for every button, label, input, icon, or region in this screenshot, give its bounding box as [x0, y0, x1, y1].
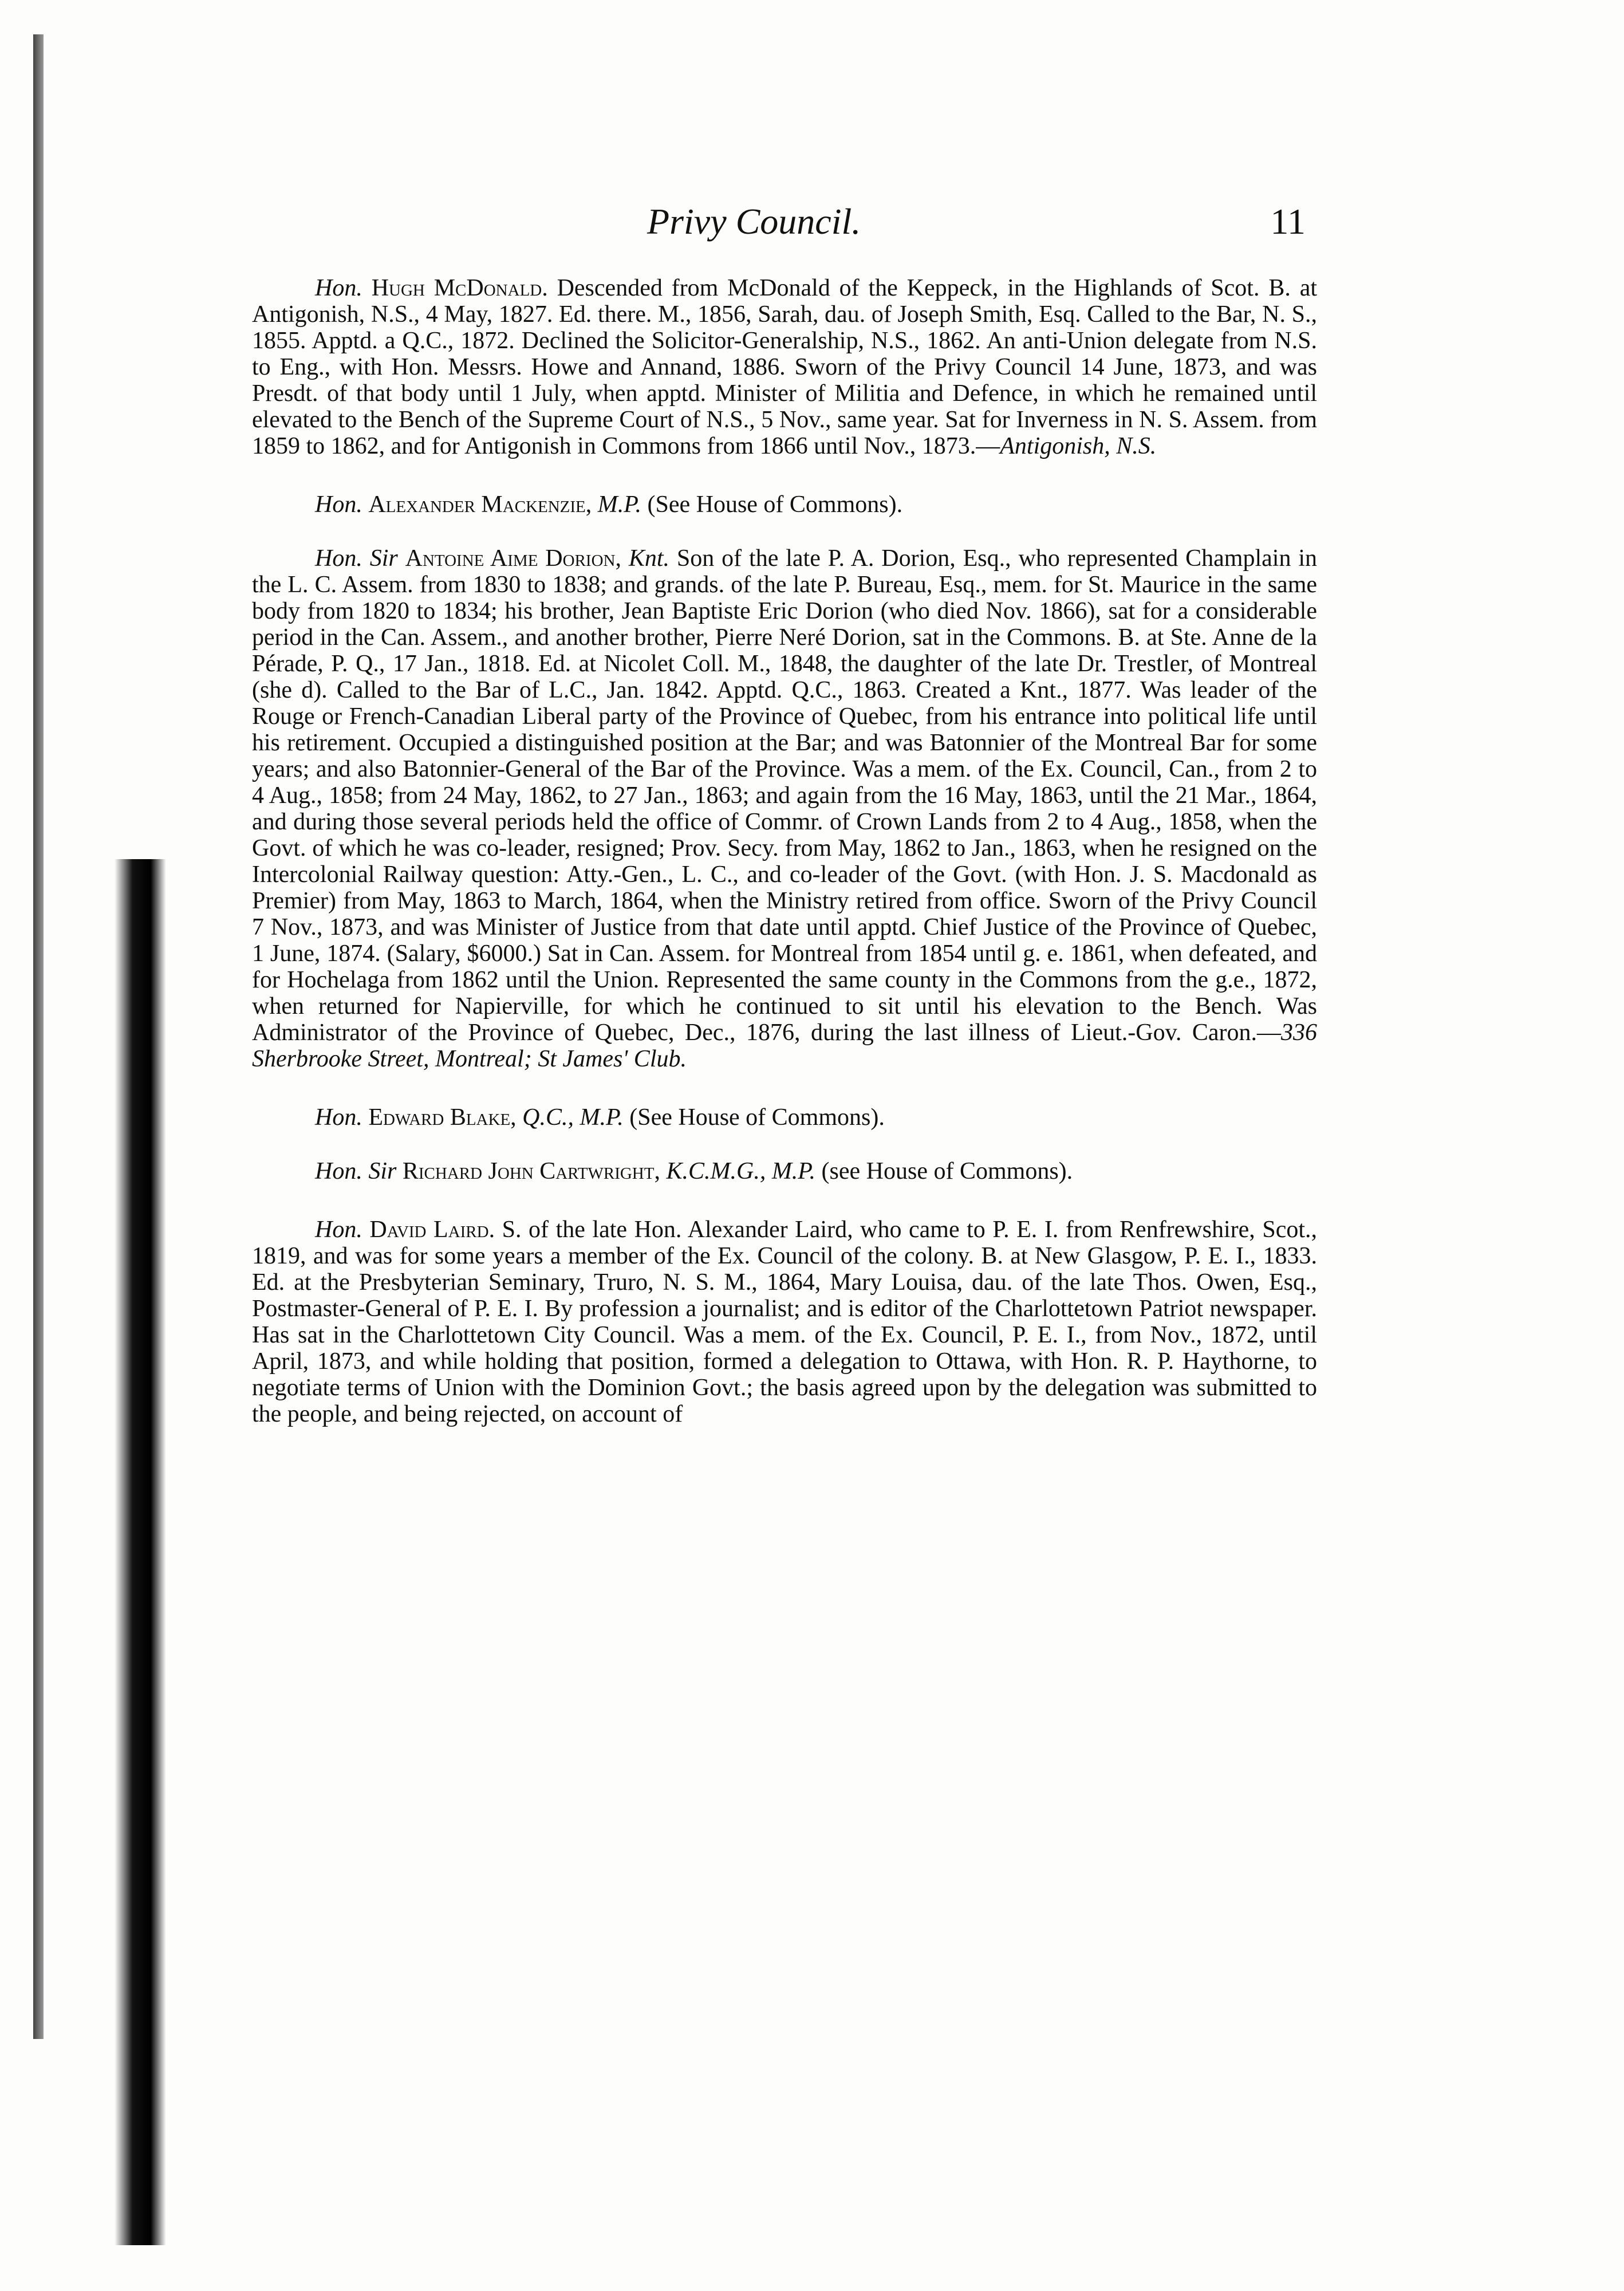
entry-honorific: Hon.	[315, 1158, 362, 1184]
entry-sir: Sir	[369, 545, 398, 572]
entry-david-laird	[252, 1217, 1317, 1427]
entry-honorific: Hon.	[315, 545, 362, 572]
entry-honorific: Hon.	[315, 491, 362, 518]
entry-honorific: Hon.	[315, 1104, 362, 1131]
entry-body: Son of the late P. A. Dorion, Esq., who represented Champlain in the L. C. Assem. from 1830 to 1838; and grands. of the late P. Bureau, Esq., mem. for St. Maurice in the same body from 1820 to 1834; his brother, Jean Baptiste Eric Dorion (who died Nov. 1866), sat for a considerable period in the Can. Assem., and another brother, Pierre Neré Dorion, sat in the Commons. B. at Ste. Anne de la Pérade, P. Q., 17 Jan., 1818. Ed. at Nicolet Coll. M., 1848, the daughter of the late Dr. Trestler, of Montreal (she d). Called to the Bar of L.C., Jan. 1842. Apptd. Q.C., 1863. Created a Knt., 1877. Was leader of the Rouge or French-Canadian Liberal party of the Province of Quebec, from his entrance into political life until his retirement. Occupied a distinguished position at the Bar; and was Batonnier of the Montreal Bar for some years; and also Batonnier-General of the Bar of the Province. Was a mem. of the Ex. Council, Can., from 2 to 4 Aug., 1858; from 24 May, 1862, to 27 Jan., 1863; and again from the 16 May, 1863, until the 21 Mar., 1864, and during those several periods held the office of Commr. of Crown Lands from 2 to 4 Aug., 1858, when the Govt. of which he was co-leader, resigned; Prov. Secy. from May, 1862 to Jan., 1863, when he resigned on the Intercolonial Railway question: Atty.-Gen., L. C., and co-leader of the Govt. (with Hon. J. S. Macdonald as Premier) from May, 1863 to March, 1864, when the Ministry retired from office. Sworn of the Privy Council 7 Nov., 1873, and was Minister of Justice from that date until apptd. Chief Justice of the Province of Quebec, 1 June, 1874. (Salary, $6000.) Sat in Can. Assem. for Montreal from 1854 until g. e. 1861, when defeated, and for Hochelaga from 1862 until the Union. Represented the same county in the Commons from the g.e., 1872, when returned for Napierville, for which he continued to sit until his elevation to the Bench. Was Administrator of the Province of Quebec, Dec., 1876, during the last illness of Lieut.-Gov. Caron.—	[252, 545, 1318, 1046]
entry-hugh-mcdonald	[252, 275, 1317, 459]
entry-edward-blake	[252, 1104, 1317, 1131]
entry-honorific: Hon.	[315, 275, 362, 301]
entry-honorific: Hon.	[315, 1217, 362, 1243]
entry-sir: Sir	[368, 1158, 397, 1184]
entry-name: Hugh McDonald.	[371, 275, 548, 301]
binding-shadow	[115, 859, 166, 2245]
page-header	[258, 200, 1306, 269]
entry-postnominal: Knt.	[628, 545, 670, 572]
entry-postnominal: M.P.	[597, 491, 641, 518]
entry-name: Edward Blake,	[368, 1104, 517, 1131]
entry-postnominal: K.C.M.G., M.P.	[666, 1158, 816, 1184]
page-number: 11	[1270, 201, 1306, 242]
binding-edge	[33, 34, 44, 2039]
entry-body: (See House of Commons).	[641, 491, 903, 518]
entry-name: David Laird.	[369, 1217, 495, 1243]
entry-body: (see House of Commons).	[815, 1158, 1073, 1184]
entry-alexander-mackenzie	[252, 491, 1317, 518]
entry-richard-john-cartwright	[252, 1158, 1317, 1184]
entry-name: Antoine Aime Dorion,	[405, 545, 621, 572]
entry-body: S. of the late Hon. Alexander Laird, who came to P. E. I. from Renfrewshire, Scot., 1819, and was for some years a member of the Ex. Council of the colony. B. at New Glasgow, P. E. I., 1833. Ed. at the Presbyterian Seminary, Truro, N. S. M., 1864, Mary Louisa, dau. of the late Thos. Owen, Esq., Postmaster-General of P. E. I. By profession a journalist; and is editor of the Charlottetown Patriot newspaper. Has sat in the Charlottetown City Council. Was a mem. of the Ex. Council, P. E. I., from Nov., 1872, until April, 1873, and while holding that position, formed a delegation to Ottawa, with Hon. R. P. Haythorne, to negotiate terms of Union with the Dominion Govt.; the basis agreed upon by the delegation was submitted to the people, and being rejected, on account of	[252, 1217, 1318, 1427]
page-body	[252, 275, 1317, 1427]
entry-body: (See House of Commons).	[623, 1104, 885, 1131]
entry-address: 336 Sherbrooke Street, Montreal; St James' Club.	[252, 1019, 1317, 1072]
entry-name: Alexander Mackenzie,	[368, 491, 592, 518]
entry-postnominal: Q.C., M.P.	[522, 1104, 624, 1131]
entry-name: Richard John Cartwright,	[402, 1158, 660, 1184]
running-head: Privy Council.	[647, 201, 861, 242]
entry-antoine-aime-dorion	[252, 545, 1317, 1072]
entry-address: Antigonish, N.S.	[1000, 433, 1157, 459]
entry-body: Descended from McDonald of the Keppeck, in the Highlands of Scot. B. at Antigonish, N.S., 4 May, 1827. Ed. there. M., 1856, Sarah, dau. of Joseph Smith, Esq. Called to the Bar, N. S., 1855. Apptd. a Q.C., 1872. Declined the Solicitor-Generalship, N.S., 1862. An anti-Union delegate from N.S. to Eng., with Hon. Messrs. Howe and Annand, 1886. Sworn of the Privy Council 14 June, 1873, and was Presdt. of that body until 1 July, when apptd. Minister of Militia and Defence, in which he remained until elevated to the Bench of the Supreme Court of N.S., 5 Nov., same year. Sat for Inverness in N. S. Assem. from 1859 to 1862, and for Antigonish in Commons from 1866 until Nov., 1873.—	[252, 275, 1318, 459]
